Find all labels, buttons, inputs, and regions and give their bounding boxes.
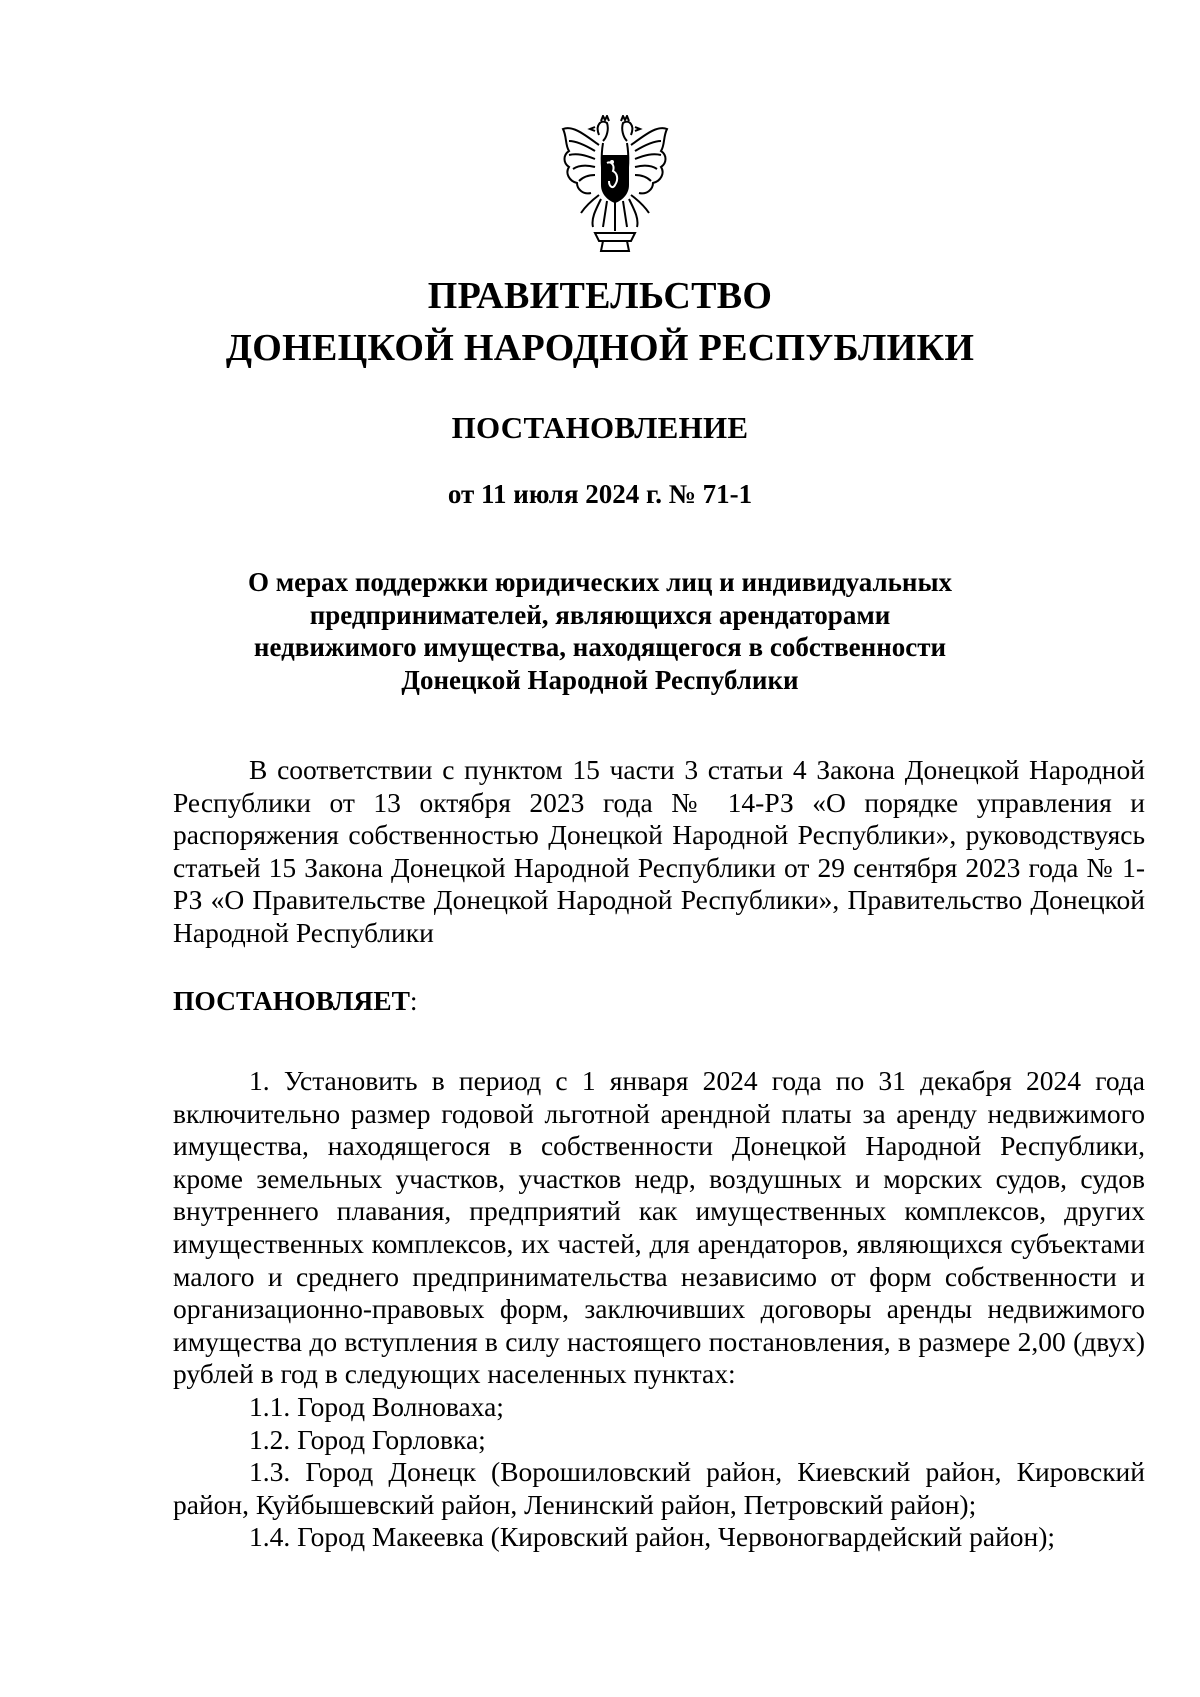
subject-line-4: Донецкой Народной Республики <box>401 664 799 695</box>
item-1: 1. Установить в период с 1 января 2024 года по 31 декабря 2024 года включительно размер годовой льготной арендной платы за аренду недвижимого имущества, находящегося в собственности Донецкой Народной Республики, кроме земельных участков, участков недр, воздушных и морских судов, судов внутреннего плавания, предприятий как имущественных комплексов, других имущественных комплексов, их частей, для арендаторов, являющихся субъектами малого и среднего предпринимательства независимо от форм собственности и организационно-правовых форм, заключивших договоры аренды недвижимого имущества до вступления в силу настоящего постановления, в размере 2,00 (двух) рублей в год в следующих населенных пунктах: <box>173 1065 1145 1390</box>
item-1-1: 1.1. Город Волноваха; <box>249 1390 504 1422</box>
preamble <box>173 754 1145 950</box>
government-title-line-1: ПРАВИТЕЛЬСТВО <box>427 275 773 317</box>
subject-line-1: О мерах поддержки юридических лиц и индивидуальных <box>247 567 953 597</box>
document-date-number: от 11 июля 2024 г. № 71-1 <box>447 479 753 509</box>
item-1-2: 1.2. Город Горловка; <box>249 1423 486 1455</box>
item-1-3: 1.3. Город Донецк (Ворошиловский район, Киевский район, Кировский район, Куйбышевский район, Ленинский район, Петровский район); <box>173 1456 1145 1520</box>
subject-line-3: недвижимого имущества, находящегося в собственности <box>253 632 947 662</box>
item-1-4: 1.4. Город Макеевка (Кировский район, Червоногвардейский район); <box>249 1521 1056 1553</box>
preamble-paragraph: В соответствии с пунктом 15 части 3 статьи 4 Закона Донецкой Народной Республики от 13 октября 2023 года № 14-РЗ «О порядке управления и распоряжения собственностью Донецкой Народной Республики», руководствуясь статьей 15 Закона Донецкой Народной Республики от 29 сентября 2023 года № 1-РЗ «О Правительстве Донецкой Народной Республики», Правительство Донецкой Народной Республики <box>173 754 1145 948</box>
decree-colon: : <box>409 985 418 1016</box>
decree-word: ПОСТАНОВЛЯЕТ <box>173 985 410 1016</box>
document-subject <box>240 566 960 696</box>
government-title-line-2: ДОНЕЦКОЙ НАРОДНОЙ РЕСПУБЛИКИ <box>225 327 975 369</box>
subject-line-2: предпринимателей, являющихся арендаторами <box>309 599 891 630</box>
government-title <box>0 270 1200 374</box>
document-type: ПОСТАНОВЛЕНИЕ <box>451 410 749 445</box>
decree-items <box>173 1065 1145 1554</box>
coat-of-arms-eagle-icon <box>555 115 675 258</box>
decree-heading <box>173 985 1145 1018</box>
